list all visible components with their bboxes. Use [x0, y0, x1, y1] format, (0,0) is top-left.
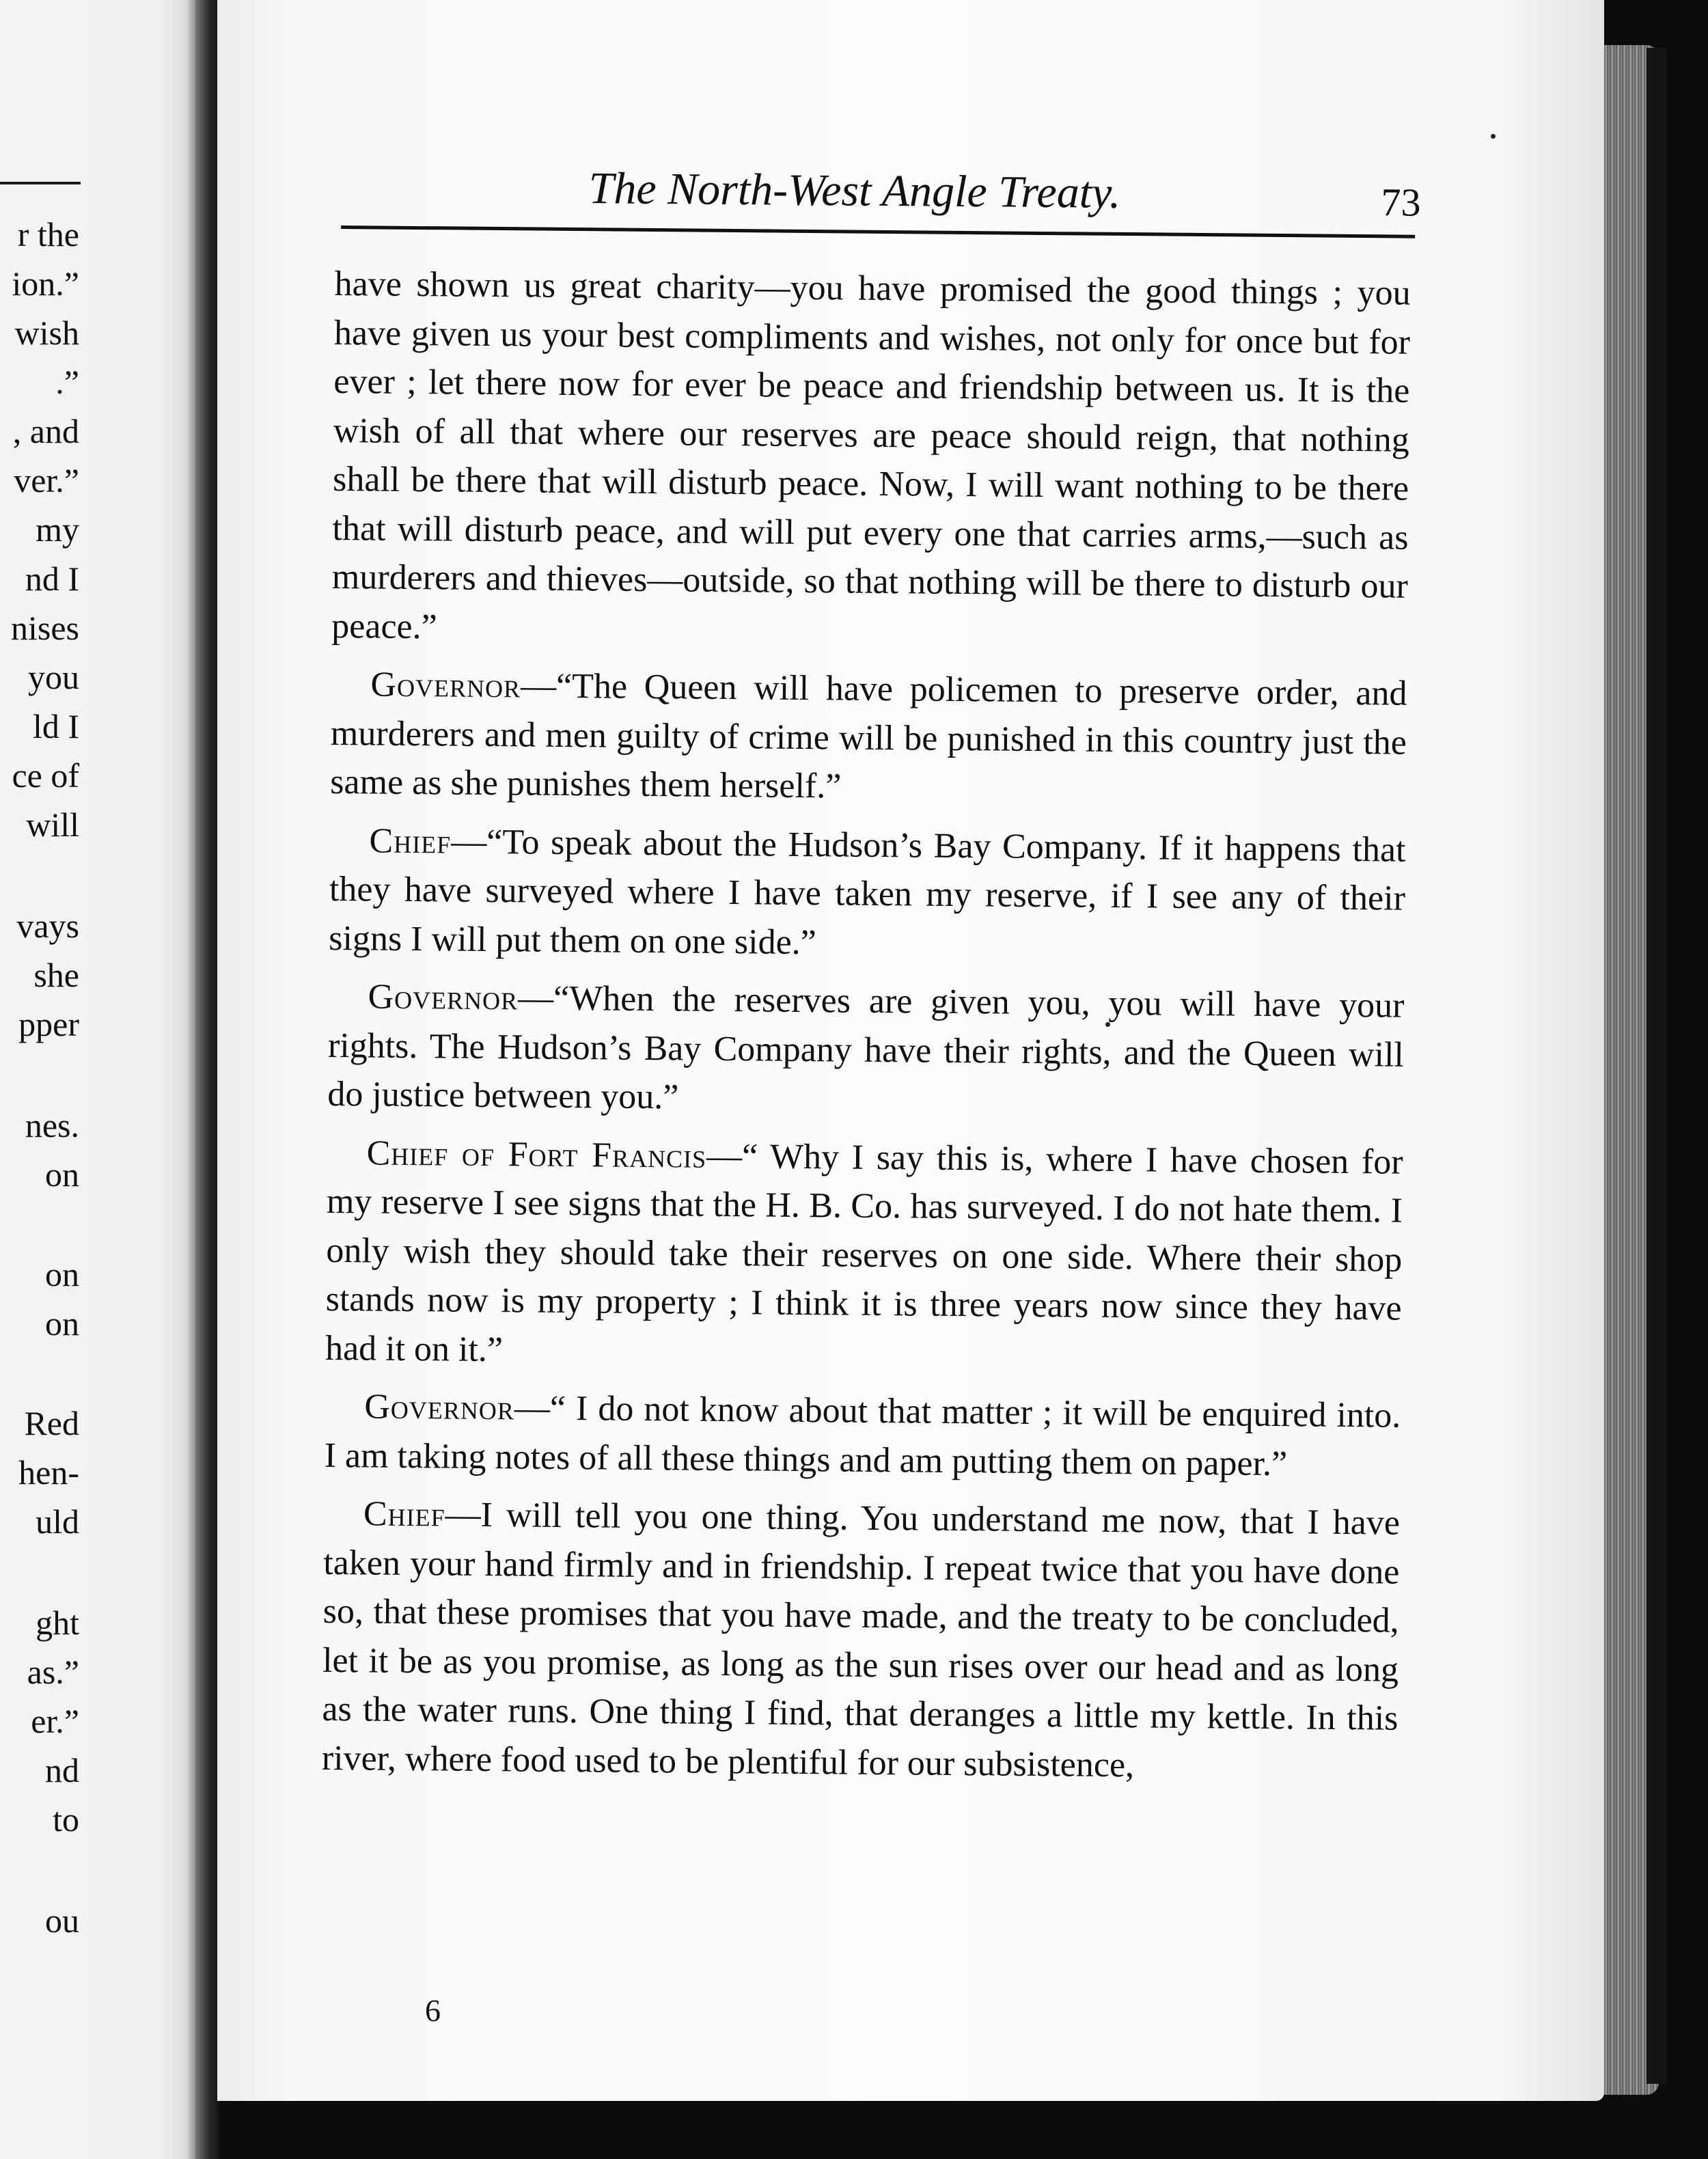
left-line-fragment: as.” — [27, 1653, 79, 1691]
left-line-fragment: she — [33, 956, 79, 994]
previous-page-header-rule — [0, 182, 81, 184]
left-line-fragment: nd — [45, 1751, 79, 1789]
left-line-fragment: uld — [36, 1502, 79, 1541]
left-line-fragment: my — [36, 510, 79, 549]
speaker-name: Chief — [369, 821, 452, 862]
book-cover-edge — [1647, 48, 1667, 2084]
running-header — [341, 164, 1421, 249]
previous-page-edge — [0, 0, 198, 2159]
left-line-fragment: to — [53, 1800, 79, 1839]
page-number: 73 — [1381, 180, 1421, 225]
left-line-fragment: Red — [24, 1404, 79, 1442]
paragraph — [324, 1382, 1401, 1489]
paragraph — [329, 816, 1406, 972]
paragraph-text: have shown us great charity—you have promised the good things ; you have given us your best compliments and wishes, not only for once but for ever ; let there now for ever be peace and friendship between us. It is the wish of all that where our reserves are peace should reign, that nothing shall be there that will disturb peace. Now, I will want nothing to be there that will disturb peace, and will put every one that carries arms,—such as murderers and thieves—outside, so that nothing will be there to disturb our peace.” — [331, 264, 1411, 646]
left-line-fragment: on — [45, 1155, 79, 1194]
left-line-fragment: on — [45, 1255, 79, 1293]
left-line-fragment: ce of — [12, 756, 79, 795]
left-line-fragment: nes. — [25, 1106, 79, 1144]
ink-speck — [1491, 134, 1496, 139]
left-line-fragment: ght — [36, 1604, 79, 1642]
left-line-fragment: , and — [12, 412, 79, 450]
paragraph-text: —“To speak about the Hudson’s Bay Company. If it happens that they have surveyed where I have taken my reserve, if I see any of their signs I will put them on one side.” — [329, 822, 1406, 962]
paragraph — [325, 1128, 1403, 1381]
paragraph-text: —“ Why I say this is, where I have chosen for my reserve I see signs that the H. B. Co. has surveyed. I do not hate them. I only wish they should take their reserves on one side. Where their shop stands now is my property ; I think it is three years now since they have had it on it.” — [325, 1136, 1403, 1369]
signature-mark: 6 — [425, 1993, 441, 2028]
left-line-fragment: ion.” — [12, 264, 79, 303]
left-line-fragment: .” — [55, 363, 79, 401]
paragraph — [331, 260, 1411, 660]
paragraph — [327, 972, 1405, 1128]
left-line-fragment: nd I — [25, 560, 79, 598]
speaker-name: Governor — [368, 977, 519, 1018]
header-rule — [341, 225, 1415, 238]
left-line-fragment: on — [45, 1304, 79, 1343]
left-line-fragment: er.” — [31, 1702, 79, 1740]
speaker-name: Chief of Fort Francis — [366, 1133, 707, 1176]
paragraph-text: —“When the reserves are given you, you will have your rights. The Hudson’s Bay Company have their rights, and the Queen will do justice between you.” — [327, 978, 1405, 1117]
left-line-fragment: you — [28, 658, 79, 696]
book-gutter — [195, 0, 220, 2159]
speaker-name: Governor — [370, 665, 521, 706]
paragraph — [330, 660, 1407, 816]
paragraph-text: —I will tell you one thing. You understand me now, that I have taken your hand firmly and in friendship. I repeat twice that you have done so, that these promises that you have made, and the treaty to be concluded, let it be as you promise, as long as the sun rises over our head and as long as the water runs. One thing I find, that deranges a little my kettle. In this river, where food used to be plentiful for our subsistence, — [321, 1495, 1401, 1785]
speaker-name: Chief — [363, 1494, 445, 1535]
left-line-fragment: vays — [16, 907, 79, 945]
left-line-fragment: wish — [14, 314, 79, 352]
left-line-fragment: pper — [18, 1005, 79, 1043]
left-line-fragment: ver.” — [14, 461, 79, 499]
running-title: The North-West Angle Treaty. — [588, 163, 1121, 218]
paragraph-text: —“ I do not know about that matter ; it will be enquired into. I am taking notes of all these things and am putting them on paper.” — [324, 1388, 1401, 1483]
left-line-fragment: nises — [11, 609, 79, 647]
speaker-name: Governor — [364, 1387, 515, 1428]
paragraph — [322, 1489, 1401, 1792]
left-line-fragment: hen- — [18, 1453, 79, 1491]
left-line-fragment: r the — [17, 215, 79, 253]
left-line-fragment: ld I — [32, 707, 79, 745]
paragraph-text: —“The Queen will have policemen to preserve order, and murderers and men guilty of crime will be punished in this country just the same as she punishes them herself.” — [330, 666, 1407, 806]
body-text — [322, 260, 1411, 1792]
left-line-fragment: will — [26, 806, 79, 844]
left-line-fragment: ou — [45, 1901, 79, 1940]
